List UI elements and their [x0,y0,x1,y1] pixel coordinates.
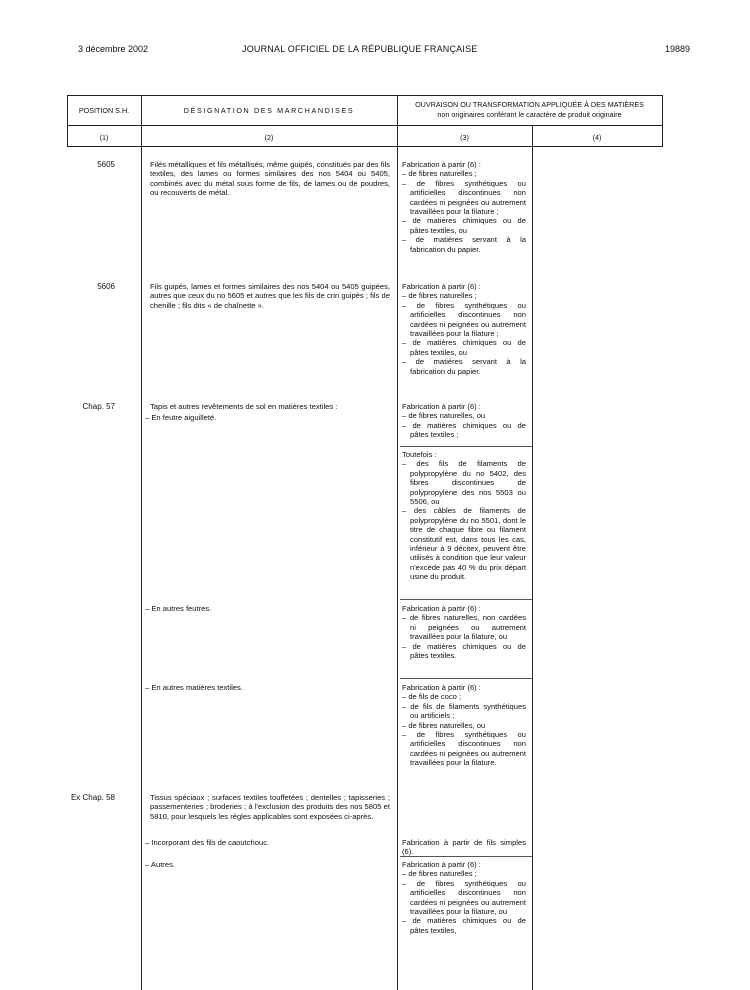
rule-line: – des câbles de filaments de polypropylène du no 5501, dont le titre de chaque fibre ou filament constitutif est, dans tous les cas, inférieur à 9 décitex, peuvent être utilisés à condition que leur valeur n'excède pas 40 % du prix départ usine du produit. [402,506,526,582]
row-exchap58-designation: Tissus spéciaux ; surfaces textiles touffetées ; dentelles ; tapisseries ; passementeries ; broderies ; à l'exclusion des produits des nos 5805 et 5810, pour lesquels les règles applicables sont exposées ci-après. [150,793,390,821]
rule-line: – de fibres synthétiques ou artificielles discontinues non cardées ni peignées ou autrement travaillées pour la filature, ou [402,878,526,917]
header-date: 3 décembre 2002 [78,44,149,54]
rule-line: – de fils de filaments synthétiques ou artificiels ; [402,701,526,721]
rule-line: – de fibres naturelles ; [402,869,477,879]
rule-line: – des fils de filaments de polypropylène du no 5402, des fibres discontinues de polypropylène des nos 5503 ou 5506, ou [402,459,526,507]
rule-line: – de matières chimiques ou de pâtes textiles. [402,641,526,661]
row-chap57-designation: Tapis et autres revêtements de sol en matières textiles : [150,402,338,411]
row-5606-rule [402,282,526,376]
header-page-number: 19889 [664,44,690,54]
rule-line: – de matières chimiques ou de pâtes textiles, ou [402,216,526,235]
rule-line: Fabrication à partir (6) : [402,604,481,613]
column-header-ouvraison-sub: non originaires conférant le caractère de produit originaire [437,110,622,119]
row-chap57-sub-autres-matieres: – En autres matières textiles. [145,683,243,692]
row-5606-designation: Fils guipés, lames et formes similaires des nos 5404 ou 5405 guipées, autres que ceux du no 5605 et autres que les fils de crin guipés ; fils de chenille ; fils dits « de chaînette ». [150,282,390,310]
rule-line: – de fibres naturelles, ou [402,411,486,421]
row-chap57-rule-2 [402,604,526,660]
row-exchap58-rule-1 [402,838,526,857]
column-header-position: POSITION S.H. [78,106,130,115]
rule-line: – de matières chimiques ou de pâtes textiles ; [402,420,526,440]
rule-line: – de fibres naturelles ; [402,291,477,301]
row-chap57-position: Chap. 57 [82,402,115,411]
rule-line: Fabrication à partir (6) : [402,282,481,291]
row-exchap58-sub-caoutchouc: – Incorporant des fils de caoutchouc. [145,838,270,847]
rule-line: Fabrication à partir de fils simples (6). [402,838,526,857]
column-header-ouvraison: OUVRAISON OU TRANSFORMATION APPLIQUÉE À DES MATIÈRES [415,100,644,109]
rule-line: Fabrication à partir (6) : [402,402,481,411]
rule-line: – de fibres synthétiques ou artificielles discontinues non cardées ni peignées ou autrement travaillées pour la filature ; [402,300,526,339]
rule-separator [400,678,532,679]
column-header-designation: DÉSIGNATION DES MARCHANDISES [183,106,355,115]
header-title: JOURNAL OFFICIEL DE LA RÉPUBLIQUE FRANÇAISE [242,44,478,54]
row-exchap58-position: Ex Chap. 58 [70,793,115,802]
rule-line: – de fils de coco ; [402,692,462,702]
rule-line: Fabrication à partir (6) : [402,860,481,869]
rule-line: – de matières servant à la fabrication du papier. [402,357,526,376]
rule-line: Toutefois : [402,450,437,459]
rule-line: – de fibres naturelles, ou [402,720,486,730]
rule-separator [400,446,532,447]
rule-line: – de matières servant à la fabrication du papier. [402,235,526,254]
row-5605-designation: Filés métalliques et fils métallisés, même guipés, constitués par des fils textiles, des lames ou formes similaires des nos 5404 ou 5405, combinés avec du métal sous forme de fils, de lames ou de poudres, ou recouverts de métal. [150,160,390,198]
row-chap57-rule-1 [402,402,526,440]
row-chap57-rule-1b [402,450,526,582]
column-number-4: (4) [592,133,602,142]
rule-line: Fabrication à partir (6) : [402,683,481,692]
row-chap57-sub-feutre-aiguillete: – En feutre aiguilleté. [145,413,217,422]
rule-line: – de matières chimiques ou de pâtes textiles, ou [402,338,526,357]
row-5605-position: 5605 [97,160,115,169]
row-chap57-sub-autres-feutres: – En autres feutres. [145,604,212,613]
row-chap57-rule-3 [402,683,526,768]
rule-line: Fabrication à partir (6) : [402,160,481,169]
rule-line: – de fibres synthétiques ou artificielles discontinues non cardées ni peignées ou autrement travaillées pour la filature ; [402,178,526,217]
rule-line: – de matières chimiques ou de pâtes textiles, [402,916,526,935]
row-5605-rule [402,160,526,254]
column-number-2: (2) [264,133,274,142]
rule-separator [400,856,532,857]
column-number-1: (1) [99,133,109,142]
rule-separator [400,599,532,600]
rule-line: – de fibres synthétiques ou artificielles discontinues non cardées ni peignées ou autrement travaillées pour la filature. [402,730,526,768]
row-exchap58-sub-autres: – Autres. [145,860,175,869]
column-number-3: (3) [460,133,469,142]
rule-line: – de fibres naturelles ; [402,169,477,179]
row-exchap58-rule-2 [402,860,526,935]
row-5606-position: 5606 [97,282,115,291]
rule-line: – de fibres naturelles, non cardées ni peignées ou autrement travaillées pour la filature, ou [402,613,526,642]
